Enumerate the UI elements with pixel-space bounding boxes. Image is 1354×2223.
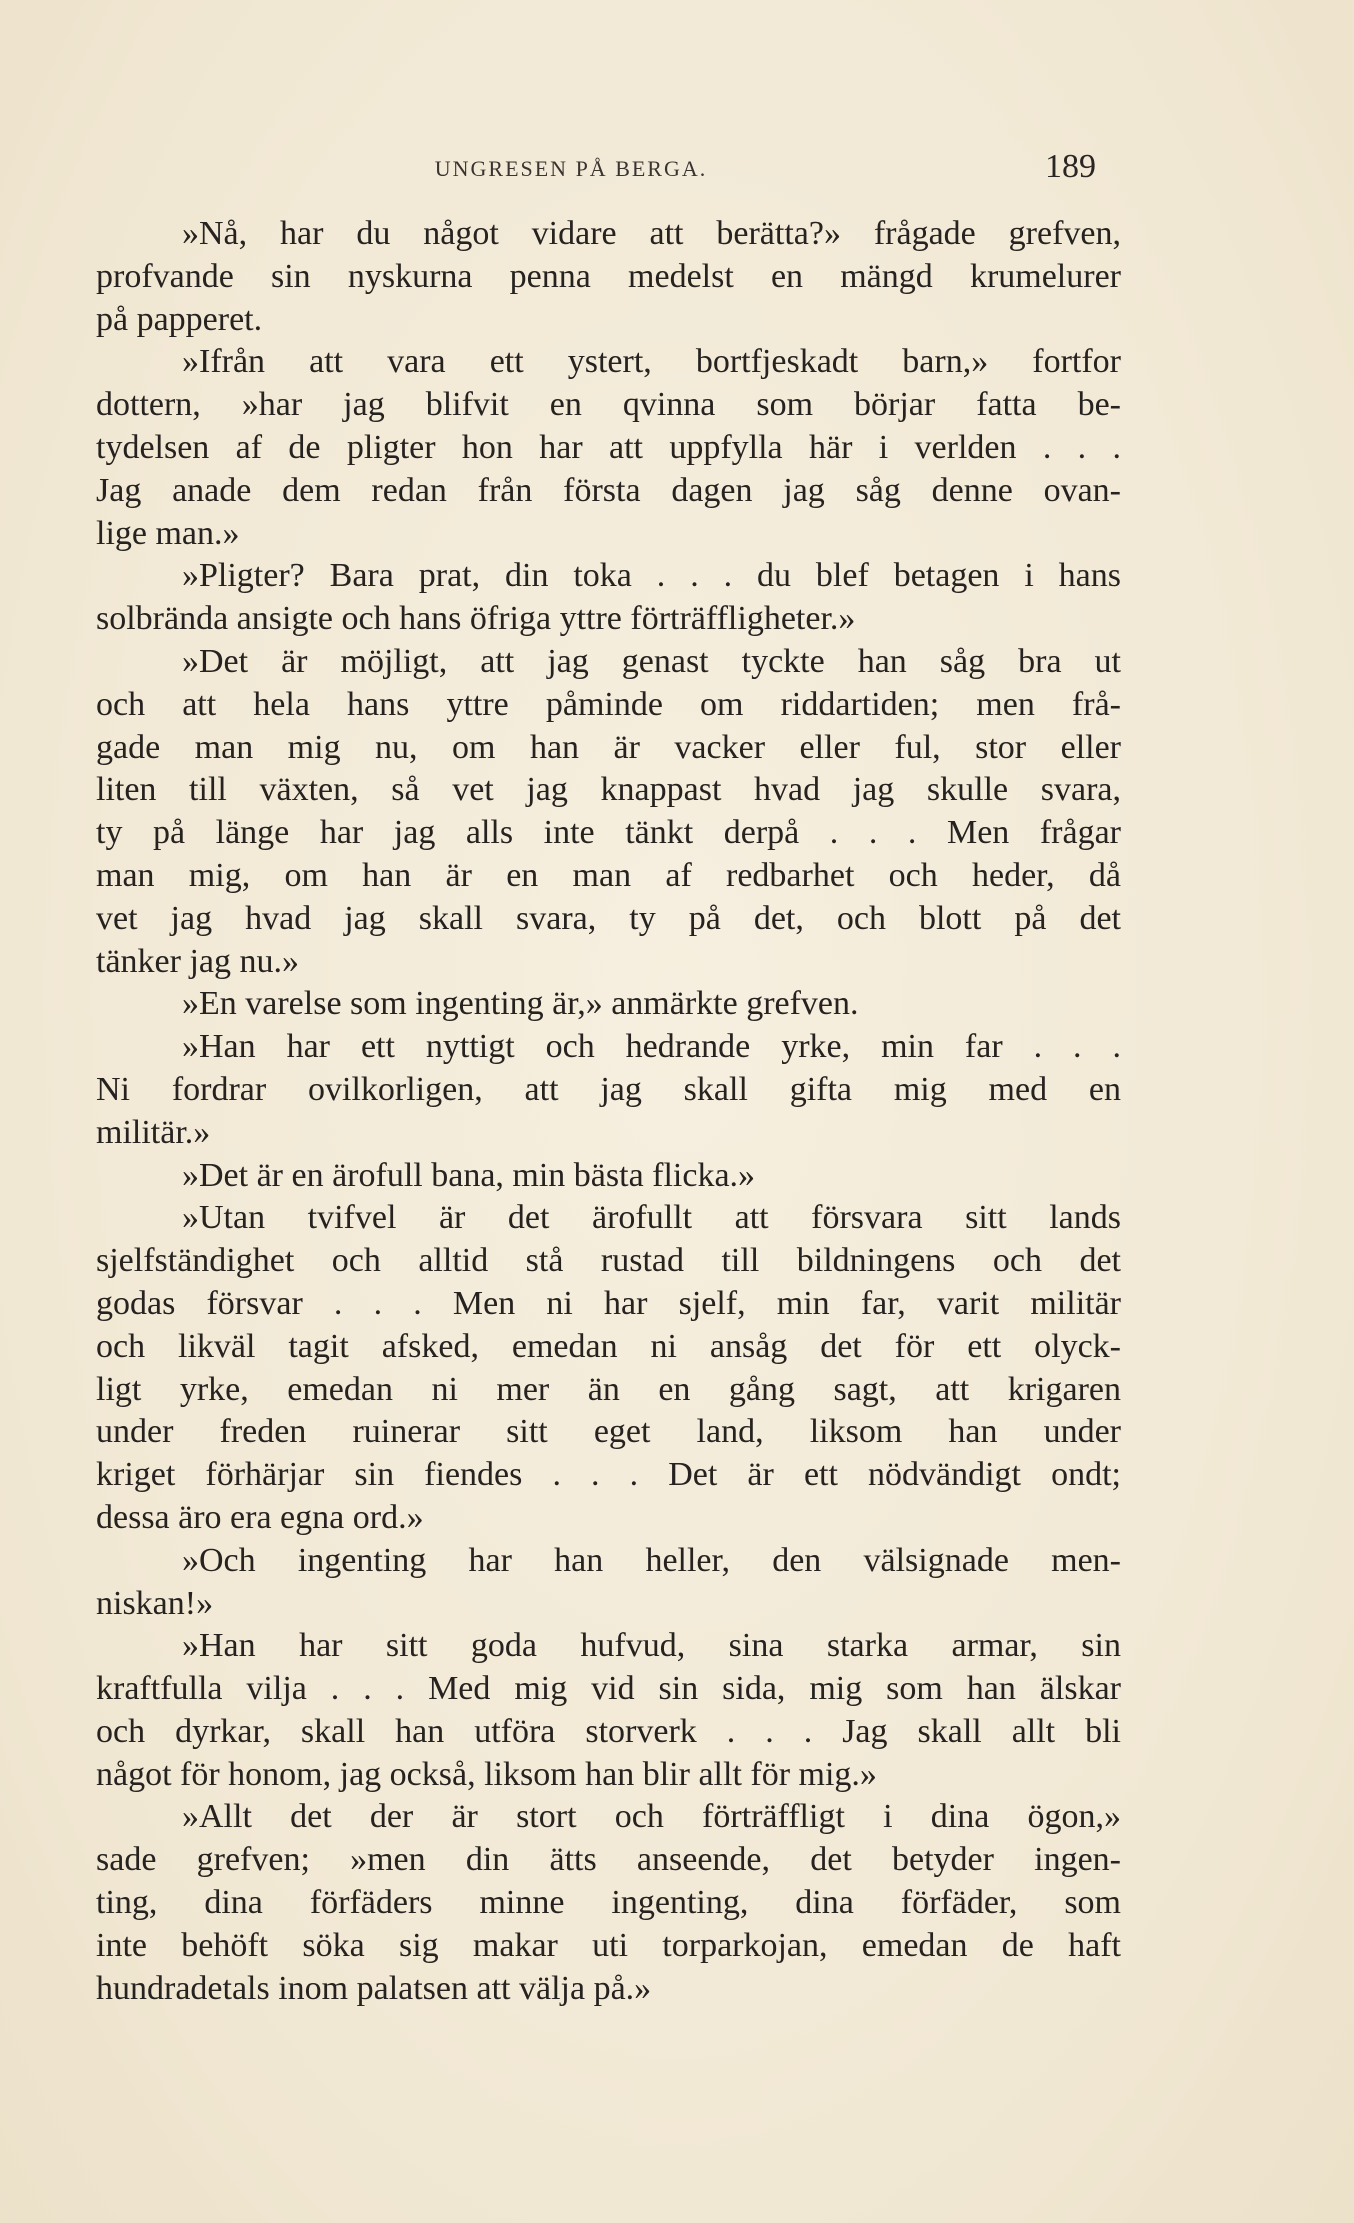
text-line: kriget förhärjar sin fiendes . . . Det är ett nödvändigt ondt;: [96, 1456, 1121, 1494]
text-line: under freden ruinerar sitt eget land, liksom han under: [96, 1413, 1121, 1451]
text-line: sade grefven; »men din ätts anseende, det betyder ingen-: [96, 1841, 1121, 1879]
text-line: »Ifrån att vara ett ystert, bortfjeskadt barn,» fortfor: [182, 343, 1121, 381]
text-line: något för honom, jag också, liksom han blir allt för mig.»: [96, 1755, 877, 1793]
text-line: ligt yrke, emedan ni mer än en gång sagt, att krigaren: [96, 1370, 1121, 1408]
text-line: niskan!»: [96, 1584, 214, 1622]
text-line: och likväl tagit afsked, emedan ni ansåg det för ett olyck-: [96, 1327, 1121, 1365]
text-line: Ni fordrar ovilkorligen, att jag skall gifta mig med en: [96, 1070, 1121, 1108]
text-line: inte behöft söka sig makar uti torparkojan, emedan de haft: [96, 1926, 1121, 1964]
text-line: »Han har sitt goda hufvud, sina starka armar, sin: [182, 1627, 1121, 1665]
text-line: Jag anade dem redan från första dagen jag såg denne ovan-: [96, 471, 1121, 509]
text-body: [96, 213, 1121, 2010]
text-line: hundradetals inom palatsen att välja på.»: [96, 1969, 652, 2007]
text-line: profvande sin nyskurna penna medelst en mängd krumelurer: [96, 257, 1121, 295]
page-number: 189: [1045, 148, 1096, 185]
text-line: gade man mig nu, om han är vacker eller ful, stor eller: [96, 728, 1121, 766]
text-line: »Utan tvifvel är det ärofullt att försvara sitt lands: [182, 1199, 1121, 1237]
text-line: solbrända ansigte och hans öfriga yttre förträffligheter.»: [96, 600, 856, 638]
text-line: »Han har ett nyttigt och hedrande yrke, min far . . .: [182, 1028, 1121, 1066]
text-line: tydelsen af de pligter hon har att uppfylla här i verlden . . .: [96, 428, 1121, 466]
text-line: tänker jag nu.»: [96, 942, 299, 980]
text-line: liten till växten, så vet jag knappast hvad jag skulle svara,: [96, 771, 1121, 809]
text-line: man mig, om han är en man af redbarhet och heder, då: [96, 856, 1121, 894]
text-line: dottern, »har jag blifvit en qvinna som börjar fatta be-: [96, 386, 1121, 424]
text-line: och att hela hans yttre påminde om riddartiden; men frå-: [96, 685, 1121, 723]
text-line: »Och ingenting har han heller, den välsignade men-: [182, 1541, 1121, 1579]
text-line: »En varelse som ingenting är,» anmärkte grefven.: [182, 985, 859, 1023]
text-line: »Det är möjligt, att jag genast tyckte han såg bra ut: [182, 642, 1121, 680]
text-line: militär.»: [96, 1113, 211, 1151]
text-line: »Nå, har du något vidare att berätta?» frågade grefven,: [182, 215, 1121, 252]
text-line: sjelfständighet och alltid stå rustad till bildningens och det: [96, 1242, 1121, 1280]
text-line: godas försvar . . . Men ni har sjelf, min far, varit militär: [96, 1284, 1121, 1322]
running-head: [96, 148, 1096, 188]
text-line: »Allt det der är stort och förträffligt i dina ögon,»: [182, 1798, 1121, 1836]
text-line: på papperet.: [96, 300, 263, 338]
text-line: dessa äro era egna ord.»: [96, 1498, 424, 1536]
text-line: »Pligter? Bara prat, din toka . . . du blef betagen i hans: [182, 557, 1121, 595]
text-line: ty på länge har jag alls inte tänkt derpå . . . Men frågar: [96, 814, 1121, 852]
text-line: »Det är en ärofull bana, min bästa flicka.»: [182, 1156, 756, 1194]
text-line: kraftfulla vilja . . . Med mig vid sin sida, mig som han älskar: [96, 1670, 1121, 1708]
running-title: UNGRESEN PÅ BERGA.: [434, 156, 708, 181]
text-line: lige man.»: [96, 514, 240, 552]
text-line: ting, dina förfäders minne ingenting, dina förfäder, som: [96, 1884, 1121, 1922]
text-line: och dyrkar, skall han utföra storverk . . . Jag skall allt bli: [96, 1712, 1121, 1750]
text-line: vet jag hvad jag skall svara, ty på det, och blott på det: [96, 899, 1121, 937]
